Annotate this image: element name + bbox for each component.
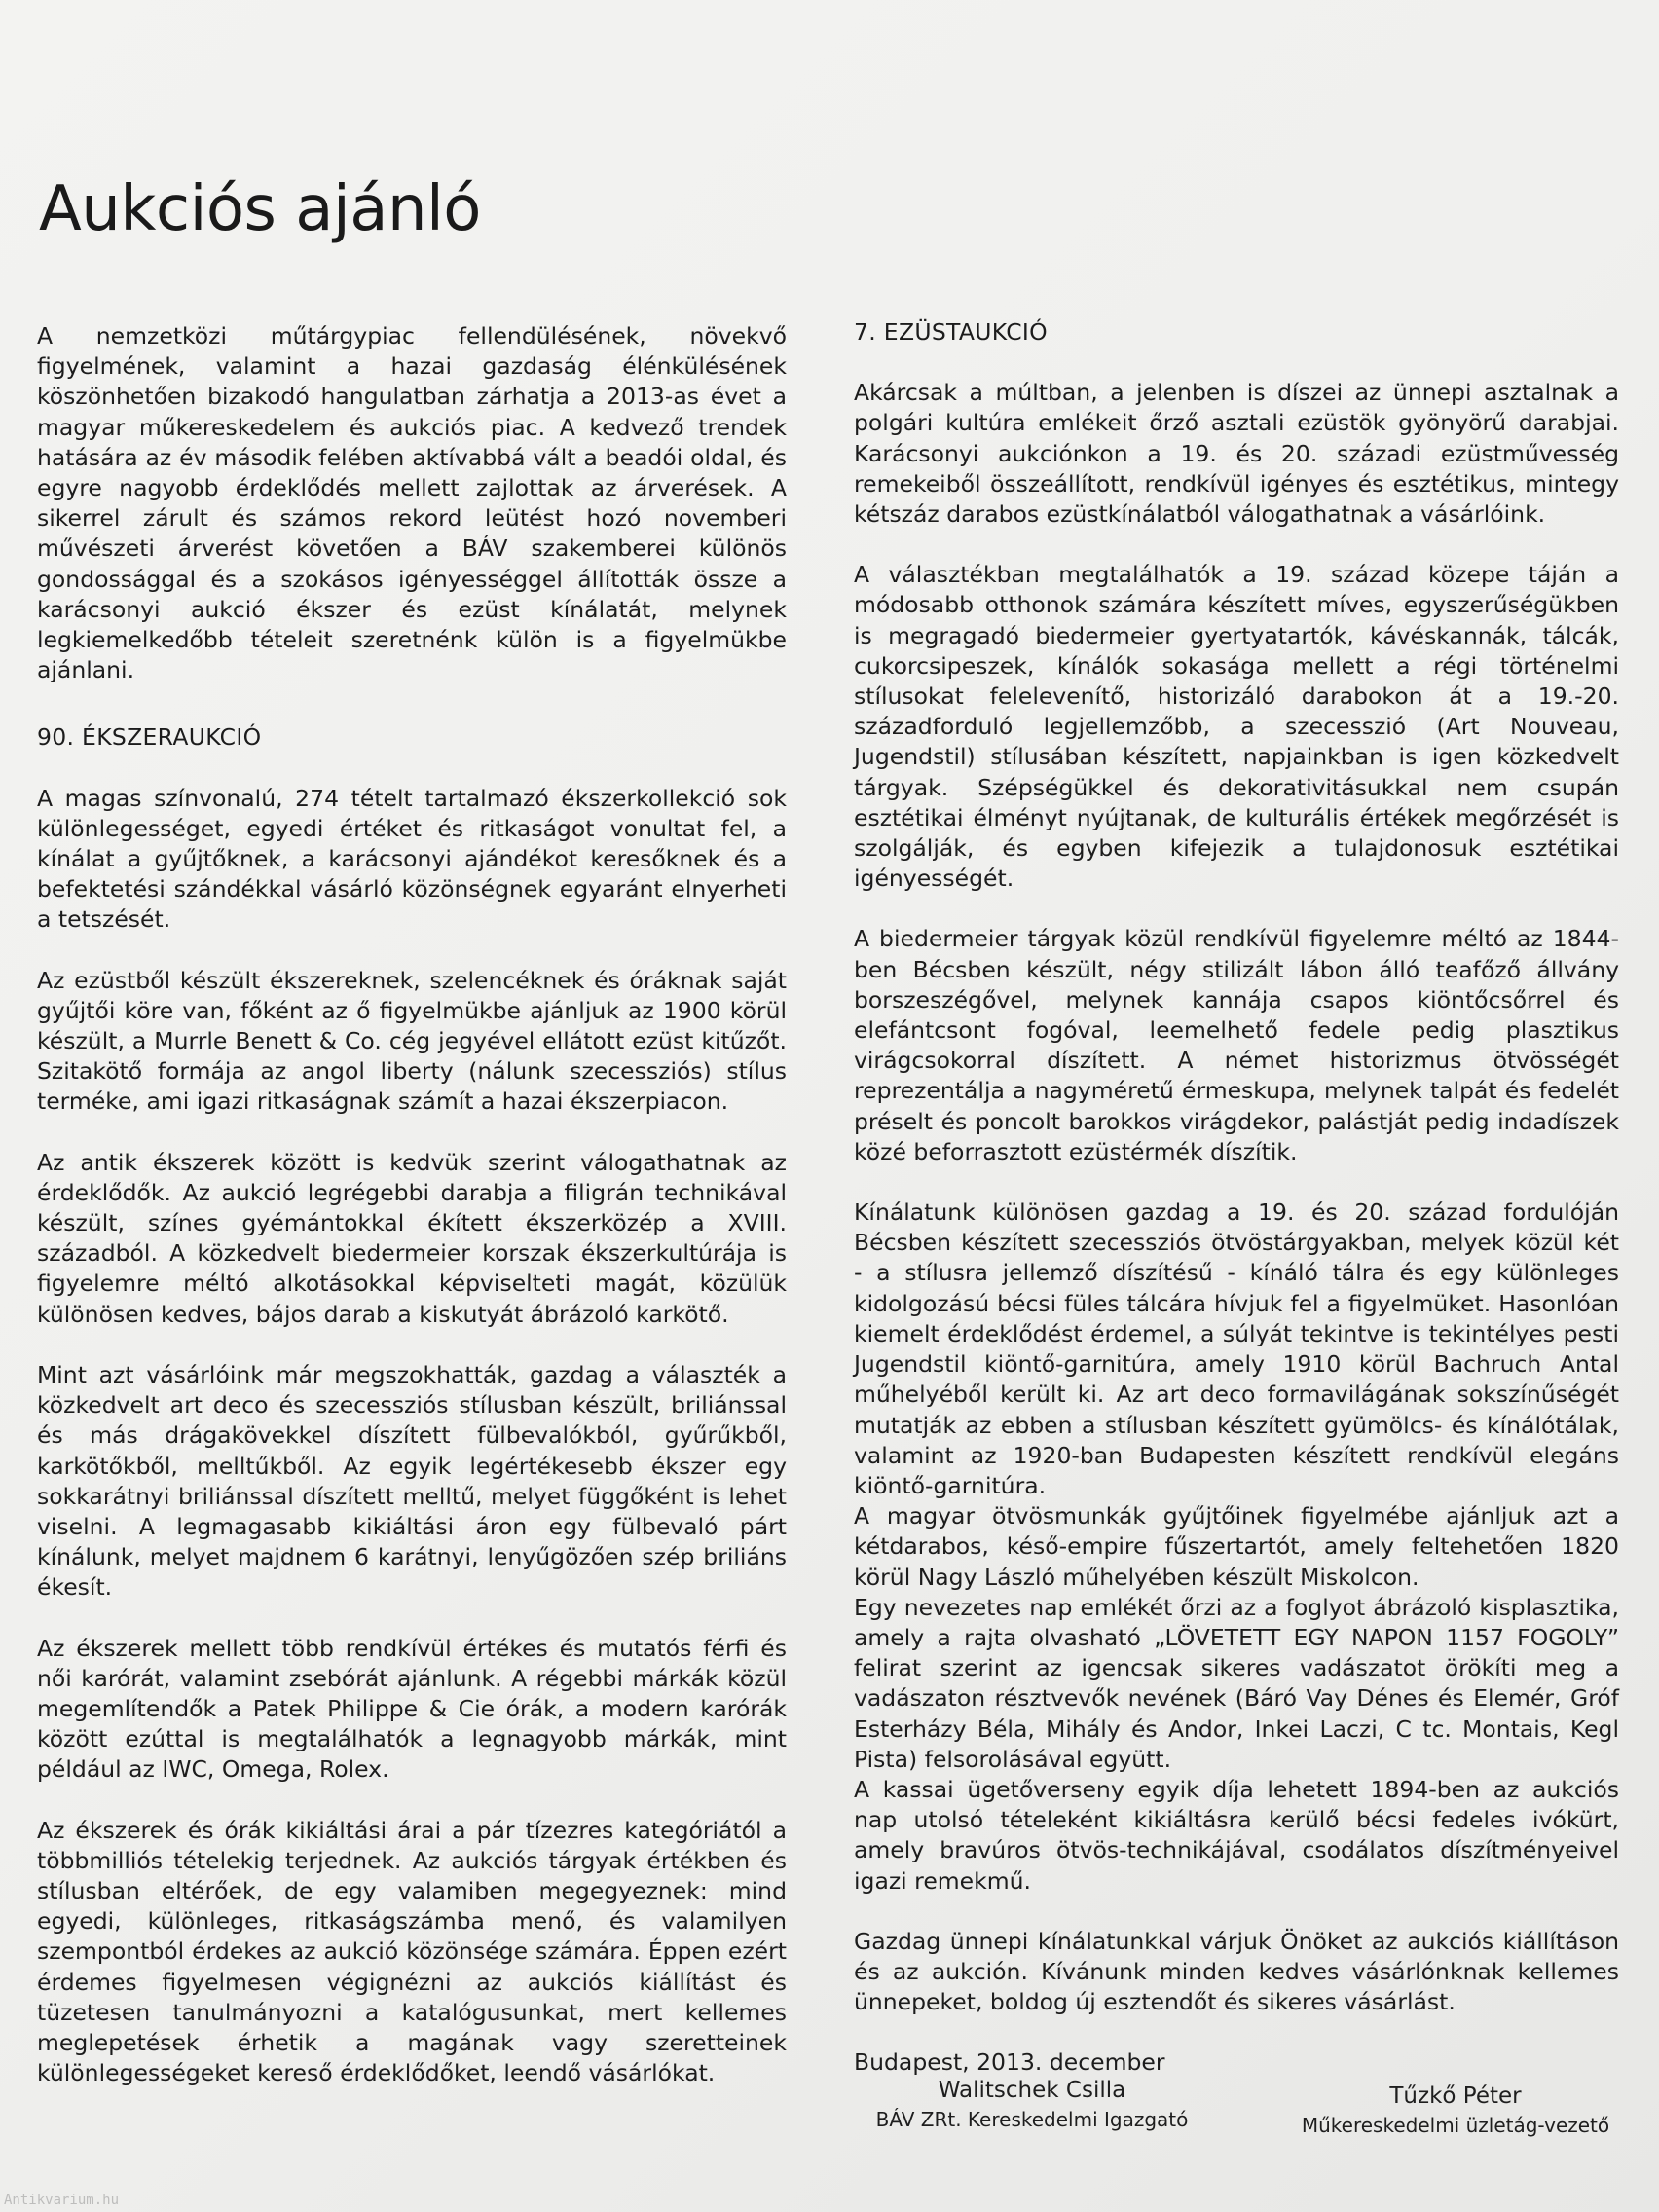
- signature-role: BÁV ZRt. Kereskedelmi Igazgató: [875, 2108, 1189, 2131]
- section-heading-jewelry: 90. ÉKSZERAUKCIÓ: [37, 723, 262, 752]
- paragraph: A választékban megtalálhatók a 19. század közepe táján a módosabb otthonok számára készített míves, egyszerűségükben is megragadó biedermeier gyertyatartók, kávéskannák, tálcák, cukorcsipeszek, kínálók sokasága mellett a régi történelmi stílusokat felelevenítő, historizáló darabokon át a 19.-20. századforduló legjellemzőbb, a szecesszió (Art Nouveau, Jugendstil) stílusában készített, napjainkban is igen közkedvelt tárgyak. Szépségükkel és dekorativitásukkal nem csupán esztétikai élményt nyújtanak, de kulturális értékek megőrzését is szolgálják, és egyben kifejezik a tulajdonosuk esztétikai igényességét.: [854, 561, 1619, 893]
- signature-name: Tűzkő Péter: [1389, 2083, 1522, 2109]
- paragraph: Akárcsak a múltban, a jelenben is díszei az ünnepi asztalnak a polgári kultúra emlékeit őrző asztali ezüstök gyönyörű darabjai. Karácsonyi aukciónkon a 19. és 20. századi ezüstművesség remekeiből összeállított, rendkívül igényes és esztétikus, mintegy kétszáz darabos ezüstkínálatból válogathatnak a vásárlóink.: [854, 379, 1619, 529]
- dateline: Budapest, 2013. december: [854, 2048, 1165, 2077]
- signature-role: Műkereskedelmi üzletág-vezető: [1301, 2114, 1610, 2137]
- paragraph: Az antik ékszerek között is kedvük szerint válogathatnak az érdeklődők. Az aukció legrégebbi darabja a filigrán technikával készült, színes gyémántokkal ékített ékszerközép a XVIII. századból. A közkedvelt biedermeier korszak ékszerkultúrája is figyelemre méltó alkotásokkal képviselteti magát, közülük különösen kedves, bájos darab a kiskutyát ábrázoló karkötő.: [37, 1148, 787, 1328]
- paragraph: Kínálatunk különösen gazdag a 19. és 20. század fordulóján Bécsben készített szecessziós ötvöstárgyakban, melyek közül két - a stílusra jellemző díszítésű - kínáló tálra és egy különleges kidolgozású bécsi füles tálcára hívjuk fel a figyelmüket. Hasonlóan kiemelt érdeklődést érdemel, a súlyát tekintve is tekintélyes pesti Jugendstil kiöntő-garnitúra, amely 1910 körül Bachruch Antal műhelyéből került ki. Az art deco formavilágának sokszínűségét mutatják az ebben a stílusban készített gyümölcs- és kínálótálak, valamint az 1920-ban Budapesten készített rendkívül elegáns kiöntő-garnitúra.: [854, 1198, 1619, 1499]
- paragraph: Az ékszerek és órák kikiáltási árai a pár tízezres kategóriától a többmilliós tételekig terjednek. Az aukciós tárgyak értékben és stílusban eltérőek, de egy valamiben megegyeznek: mind egyedi, különleges, ritkaságszámba menő, és valamilyen szempontból érdekes az aukció közönsége számára. Éppen ezért érdemes figyelmesen végignézni az aukciós kiállítást és tüzetesen tanulmányozni a katalógusunkat, mert kellemes meglepetések érhetik a magának vagy szeretteinek különlegességeket kereső érdeklődőket, leendő vásárlókat.: [37, 1816, 787, 2087]
- paragraph: Gazdag ünnepi kínálatunkkal várjuk Önöket az aukciós kiállításon és az aukción. Kívánunk minden kedves vásárlónknak kellemes ünnepeket, boldog új esztendőt és sikeres vásárlást.: [854, 1927, 1619, 2016]
- watermark: Antikvarium.hu: [4, 2193, 120, 2208]
- signature-block: [828, 2076, 1236, 2134]
- section-heading-silver: 7. EZÜSTAUKCIÓ: [854, 318, 1048, 346]
- intro-paragraph: A nemzetközi műtárgypiac fellendülésének, növekvő figyelmének, valamint a hazai gazdaság élénkülésének köszönhetően bizakodó hangulatban zárhatja a 2013-as évet a magyar műkereskedelem és aukciós piac. A kedvező trendek hatására az év második felében aktívabbá vált a beadói oldal, és egyre nagyobb érdeklődés mellett zajlottak az árverések. A sikerrel zárult és számos rekord leütést hozó novemberi művészeti árverést követően a BÁV szakemberei különös gondossággal és a szokásos igényességgel állították össze a karácsonyi aukció ékszer és ezüst kínálatát, melynek legkiemelkedőbb tételeit szeretnénk külön is a figyelmükbe ajánlani.: [37, 322, 787, 684]
- paragraph: A magas színvonalú, 274 tételt tartalmazó ékszerkollekció sok különlegességet, egyedi értéket és ritkaságot vonultat fel, a kínálat a gyűjtőknek, a karácsonyi ajándékot keresőknek és a befektetési szándékkal vásárló közönségnek egyaránt elnyerheti a tetszését.: [37, 784, 787, 934]
- paragraph: A biedermeier tárgyak közül rendkívül figyelemre méltó az 1844-ben Bécsben készült, négy stilizált lábon álló teafőző állvány borszeszégővel, melynek kannája csapos kiöntőcsőrrel és elefántcsont fogóval, leemelhető fedele pedig plasztikus virágcsokorral díszített. A német historizmus ötvösségét reprezentálja a nagyméretű érmeskupa, melynek talpát és fedelét préselt és poncolt barokkos virágdekor, palástját pedig indadíszek közé beforrasztott ezüstérmék díszítik.: [854, 925, 1619, 1165]
- right-column: [854, 317, 1619, 2109]
- paragraph: Mint azt vásárlóink már megszokhatták, gazdag a választék a közkedvelt art deco és szecessziós stílusban készült, briliánssal és más drágakövekkel díszített fülbevalókból, gyűrűkből, karkötőkből, melltűkből. Az egyik legértékesebb ékszer egy sokkarátnyi briliánssal díszített melltű, melyet függőként is lehet viselni. A legmagasabb kikiáltási áron egy fülbevaló párt kínálunk, melyet majdnem 6 karátnyi, lenyűgözően szép briliáns ékesít.: [37, 1360, 787, 1602]
- paragraph: Az ékszerek mellett több rendkívül értékes és mutatós férfi és női karórát, valamint zsebórát ajánlunk. A régebbi márkák közül megemlítendők a Patek Philippe & Cie órák, a modern karórák között ezúttal is megtalálhatók a legnagyobb márkák, mint például az IWC, Omega, Rolex.: [37, 1634, 787, 1784]
- signature-name: Walitschek Csilla: [938, 2078, 1126, 2103]
- paragraph: A magyar ötvösmunkák gyűjtőinek figyelmébe ajánljuk azt a kétdarabos, késő-empire fűszertartót, amely feltehetően 1820 körül Nagy László műhelyében készült Miskolcon.: [854, 1502, 1619, 1591]
- left-column: [37, 321, 787, 2119]
- paragraph: A kassai ügetőverseny egyik díja lehetett 1894-ben az aukciós nap utolsó tételeként kikiáltásra kerülő bécsi fedeles ivókürt, amely bravúros ötvös-technikájával, csodálatos díszítményeivel igazi remekmű.: [854, 1775, 1619, 1895]
- paragraph: Egy nevezetes nap emlékét őrzi az a foglyot ábrázoló kisplasztika, amely a rajta olvasható „LÖVETETT EGY NAPON 1157 FOGOLY” felirat szerint az igencsak sikeres vadászatot örökíti meg a vadászaton résztvevők nevének (Báró Vay Dénes és Elemér, Gróf Esterházy Béla, Mihály és Andor, Inkei Laczi, C tc. Montais, Kegl Pista) felsorolásával együtt.: [854, 1593, 1619, 1773]
- page-title: Aukciós ajánló: [39, 173, 481, 245]
- paragraph: Az ezüstből készült ékszereknek, szelencéknek és óráknak saját gyűjtői köre van, főként az ő figyelmükbe ajánljuk az 1900 körül készült, a Murrle Benett & Co. cég jegyével ellátott ezüst kitűzőt. Szitakötő formája az angol liberty (nálunk szecessziós) stílus terméke, ami igazi ritkaságnak számít a hazai ékszerpiacon.: [37, 966, 787, 1116]
- signature-block: [1266, 2082, 1645, 2140]
